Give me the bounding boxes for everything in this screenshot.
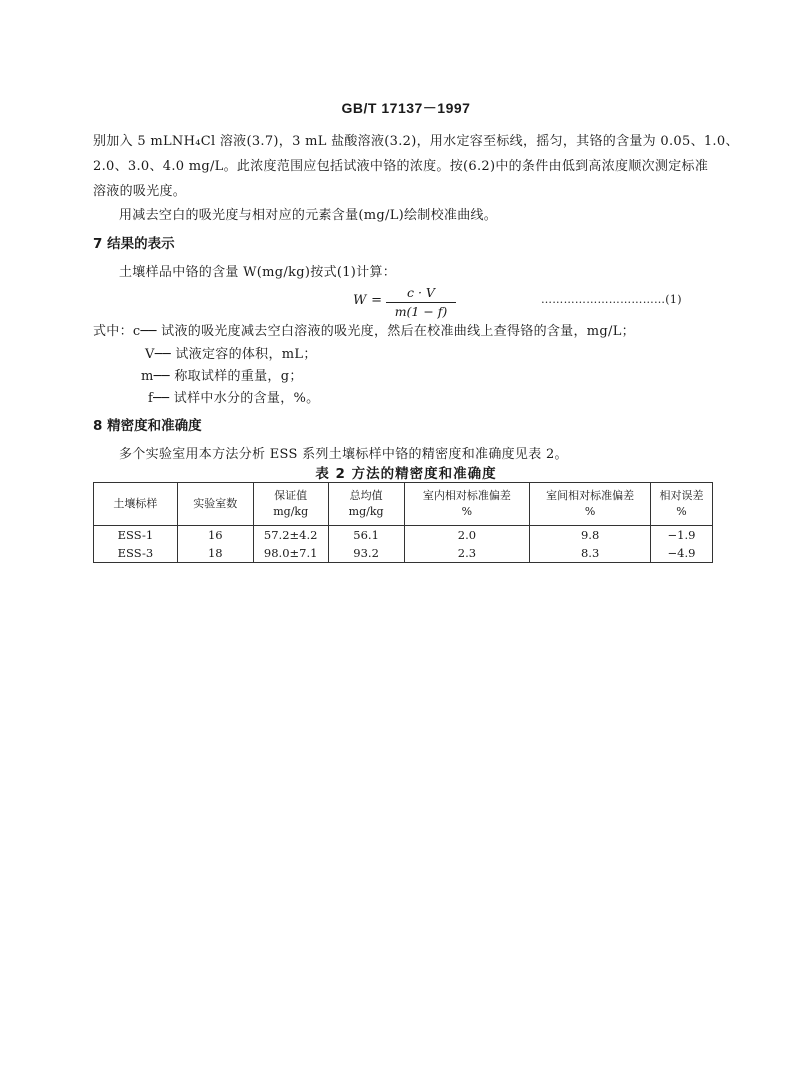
where-m: m── 称取试样的重量，g； [141, 369, 303, 384]
where-f: f── 试样中水分的含量，%。 [148, 391, 320, 406]
table-cell: 56.1 [328, 526, 404, 545]
header-cell: 保证值 mg/kg [253, 483, 328, 526]
paragraph: 用减去空白的吸光度与相对应的元素含量(mg/L)绘制校准曲线。 [119, 208, 498, 223]
table-header-row [94, 483, 713, 526]
header-cell: 相对误差 % [651, 483, 713, 526]
formula-lhs: W = [353, 293, 383, 308]
table-cell: 2.0 [404, 526, 530, 545]
table-row [94, 544, 713, 563]
table-intro: 多个实验室用本方法分析 ESS 系列土壤标样中铬的精密度和准确度见表 2。 [119, 447, 568, 462]
header-cell: 室内相对标准偏差 % [404, 483, 530, 526]
formula-numerator: c · V [407, 285, 435, 300]
table-cell: 16 [177, 526, 253, 545]
where-v: V── 试液定容的体积，mL； [145, 347, 317, 362]
formula-denominator: m(1 − f) [394, 304, 448, 319]
table-cell: 8.3 [530, 544, 651, 563]
section-heading-8: 8 精密度和准确度 [93, 418, 202, 434]
header-cell: 室间相对标准偏差 % [530, 483, 651, 526]
paragraph-line: 2.0、3.0、4.0 mg/L。此浓度范围应包括试液中铬的浓度。按(6.2)中的条件由低到高浓度顺次测定标准 [93, 159, 709, 174]
formula-number: ……………………………(1) [541, 293, 682, 306]
table-row [94, 526, 713, 545]
paragraph-line: 溶液的吸光度。 [93, 184, 187, 199]
table-cell: 18 [177, 544, 253, 563]
where-c: 式中：c── 试液的吸光度减去空白溶液的吸光度，然后在校准曲线上查得铬的含量，mg/L； [93, 324, 635, 339]
standard-header: GB/T 17137－1997 [341, 100, 471, 116]
paragraph-line: 别加入 5 mLNH₄Cl 溶液(3.7)，3 mL 盐酸溶液(3.2)，用水定容至标线，摇匀，其铬的含量为 0.05、1.0、 [93, 134, 739, 149]
table-cell: 57.2±4.2 [253, 526, 328, 545]
header-cell: 土壤标样 [94, 483, 178, 526]
section-heading-7: 7 结果的表示 [93, 236, 175, 252]
header-cell: 实验室数 [177, 483, 253, 526]
header-cell: 总均值 mg/kg [328, 483, 404, 526]
table-cell: ESS-1 [94, 526, 178, 545]
fraction-bar [386, 302, 456, 303]
formula-fraction [386, 285, 456, 319]
precision-table [93, 482, 713, 563]
table-cell: −4.9 [651, 544, 713, 563]
formula-intro: 土壤样品中铬的含量 W(mg/kg)按式(1)计算： [119, 265, 397, 280]
table-cell: 9.8 [530, 526, 651, 545]
table-cell: −1.9 [651, 526, 713, 545]
table-cell: ESS-3 [94, 544, 178, 563]
table-cell: 93.2 [328, 544, 404, 563]
table-caption: 表 2 方法的精密度和准确度 [315, 466, 497, 482]
table-cell: 98.0±7.1 [253, 544, 328, 563]
table-cell: 2.3 [404, 544, 530, 563]
